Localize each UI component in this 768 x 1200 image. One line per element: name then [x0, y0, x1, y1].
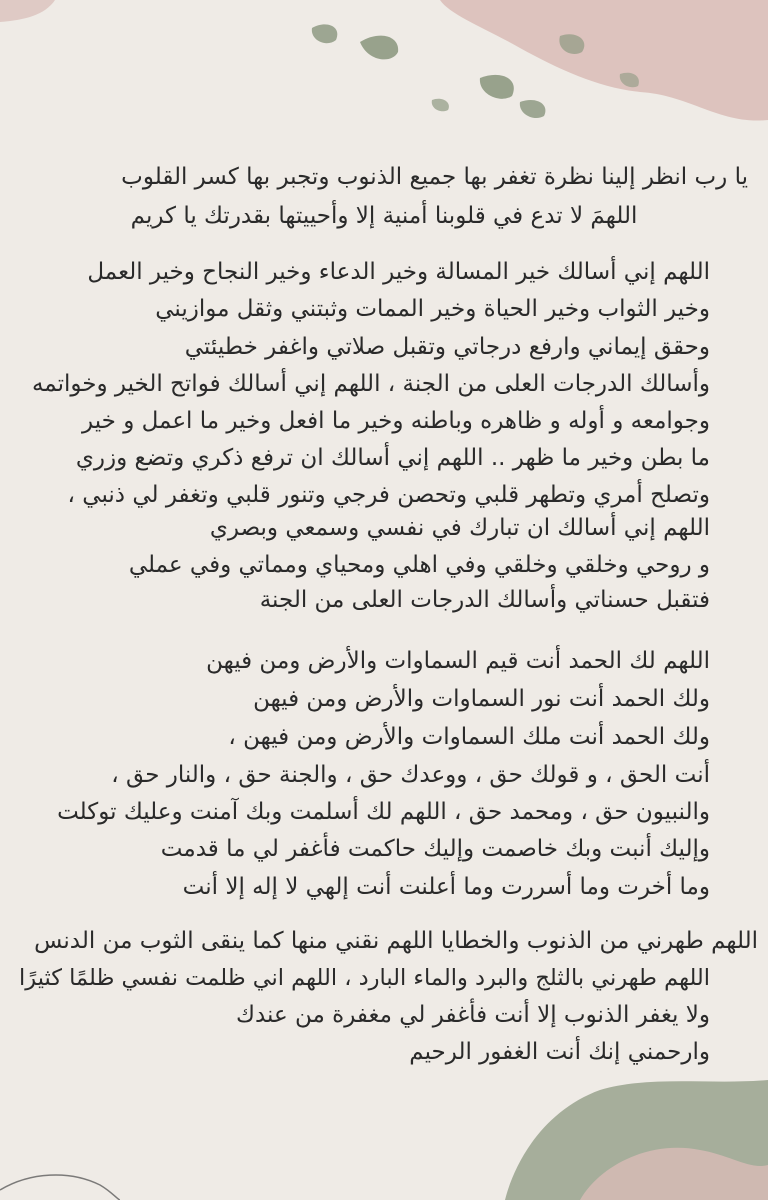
text-line: أنت الحق ، و قولك حق ، ووعدك حق ، والجنة حق ، والنار حق ،	[111, 762, 710, 788]
text-line: وأسالك الدرجات العلى من الجنة ، اللهم إني أسالك فواتح الخير وخواتمه	[31, 371, 710, 397]
text-line: وجوامعه و أوله و ظاهره وباطنه وخير ما افعل وخير ما اعمل و خير	[82, 408, 710, 434]
text-line: وارحمني إنك أنت الغفور الرحيم	[409, 1039, 710, 1065]
text-line: اللهم إني أسالك ان تبارك في نفسي وسمعي وبصري	[209, 515, 710, 541]
text-line: وما أخرت وما أسررت وما أعلنت أنت إلهي لا إله إلا أنت	[182, 874, 710, 900]
text-line: و روحي وخلقي وخلقي وفي اهلي ومحياي ومماتي وفي عملي	[128, 552, 710, 578]
text-line: اللهم لك الحمد أنت قيم السماوات والأرض ومن فيهن	[206, 648, 710, 674]
text-line: ولك الحمد أنت ملك السماوات والأرض ومن فيهن ،	[228, 724, 710, 750]
text-line: وإليك أنبت وبك خاصمت وإليك حاكمت فأغفر لي ما قدمت	[160, 836, 710, 862]
text-line: اللهم إني أسالك خير المسالة وخير الدعاء وخير النجاح وخير العمل	[87, 259, 710, 285]
text-line: والنبيون حق ، ومحمد حق ، اللهم لك أسلمت وبك آمنت وعليك توكلت	[57, 799, 710, 825]
text-line: اللهم طهرني من الذنوب والخطايا اللهم نقني منها كما ينقى الثوب من الدنس	[34, 928, 758, 954]
text-line: وتصلح أمري وتطهر قلبي وتحصن فرجي وتنور قلبي وتغفر لي ذنبي ،	[67, 482, 710, 508]
text-line: وحقق إيماني وارفع درجاتي وتقبل صلاتي واغفر خطيئتي	[184, 334, 710, 360]
text-line: يا رب انظر إلينا نظرة تغفر بها جميع الذنوب وتجبر بها كسر القلوب	[121, 164, 748, 190]
text-line: اللهمَ لا تدع في قلوبنا أمنية إلا وأحييتها بقدرتك يا كريم	[130, 203, 638, 229]
text-line: ولا يغفر الذنوب إلا أنت فأغفر لي مغفرة من عندك	[236, 1002, 710, 1028]
text-line: ما بطن وخير ما ظهر .. اللهم إني أسالك ان ترفع ذكري وتضع وزري	[75, 445, 710, 471]
text-line: فتقبل حسناتي وأسالك الدرجات العلى من الجنة	[259, 587, 710, 613]
text-line: اللهم طهرني بالثلج والبرد والماء البارد ، اللهم اني ظلمت نفسي ظلمًا كثيرًا	[19, 965, 710, 991]
text-line: ولك الحمد أنت نور السماوات والأرض ومن فيهن	[253, 686, 710, 712]
text-line: وخير الثواب وخير الحياة وخير الممات وثبتني وثقل موازيني	[155, 296, 710, 322]
